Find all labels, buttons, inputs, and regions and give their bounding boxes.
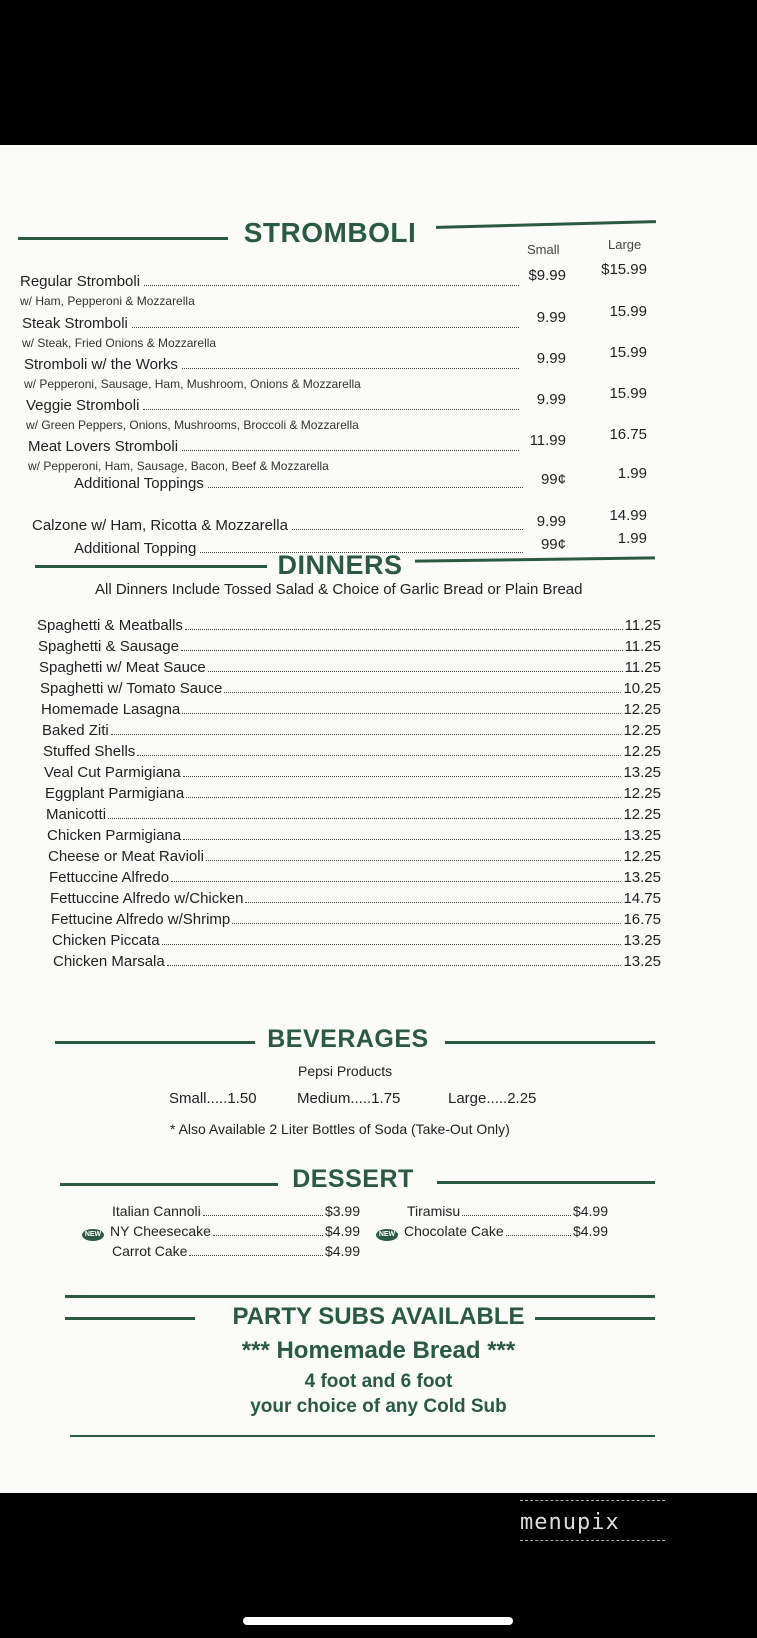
size-small-label: Small (527, 242, 560, 257)
stromboli-small-price: 9.99 (536, 309, 566, 326)
dinner-item (38, 638, 661, 655)
watermark-line-bottom (520, 1540, 665, 1541)
dinner-item-price: 10.25 (623, 680, 661, 697)
stromboli-extra-small-price: 9.99 (536, 513, 566, 530)
stromboli-extra-name: Calzone w/ Ham, Ricotta & Mozzarella (32, 517, 288, 534)
dessert-item-price: $4.99 (572, 1203, 608, 1219)
dinner-item-name: Eggplant Parmigiana (45, 785, 185, 802)
dinner-item-name: Fettuccine Alfredo (49, 869, 170, 886)
dinner-item-name: Spaghetti w/ Tomato Sauce (40, 680, 223, 697)
stromboli-item-desc: w/ Green Peppers, Onions, Mushrooms, Broccoli & Mozzarella (26, 418, 359, 432)
dinner-item-name: Chicken Piccata (52, 932, 160, 949)
dinner-item-price: 12.25 (623, 785, 661, 802)
stromboli-extra-row (74, 475, 529, 492)
stromboli-large-price: 15.99 (609, 344, 647, 361)
watermark-logo: menupix (520, 1510, 620, 1535)
dinners-rule-right (415, 556, 655, 562)
dinner-item (48, 848, 661, 865)
dinner-item-price: 11.25 (624, 617, 661, 634)
stromboli-extra-small-price: 99¢ (540, 536, 566, 553)
beverage-size-small: Small.....1.50 (169, 1090, 257, 1107)
dinner-item (45, 785, 661, 802)
dinner-item-name: Cheese or Meat Ravioli (48, 848, 204, 865)
stromboli-extra-small-price: 99¢ (540, 471, 566, 488)
dinner-item (40, 680, 661, 697)
watermark-line-top (520, 1500, 665, 1501)
dinners-rule-left (35, 565, 267, 568)
party-rule-bottom (70, 1435, 655, 1437)
dinner-item-price: 11.25 (624, 638, 661, 655)
dinner-item-name: Veal Cut Parmigiana (44, 764, 181, 781)
stromboli-item-name: Stromboli w/ the Works (24, 356, 178, 373)
dessert-item-price: $4.99 (324, 1243, 360, 1259)
dinner-item-name: Spaghetti & Meatballs (37, 617, 183, 634)
dinner-item-name: Spaghetti & Sausage (38, 638, 179, 655)
menu-page (0, 145, 757, 1493)
new-badge: NEW (376, 1229, 398, 1241)
dinner-item-name: Fettucine Alfredo w/Shrimp (51, 911, 231, 928)
stromboli-item-desc: w/ Pepperoni, Sausage, Ham, Mushroom, Onions & Mozzarella (24, 377, 361, 391)
dinners-subtitle: All Dinners Include Tossed Salad & Choice of Garlic Bread or Plain Bread (95, 581, 583, 598)
dessert-rule-right (437, 1181, 655, 1184)
stromboli-large-price: $15.99 (601, 261, 647, 278)
stromboli-item-desc: w/ Ham, Pepperoni & Mozzarella (20, 294, 195, 308)
stromboli-item-desc: w/ Pepperoni, Ham, Sausage, Bacon, Beef & Mozzarella (28, 459, 329, 473)
dinner-item-name: Chicken Parmigiana (47, 827, 182, 844)
party-size-line: 4 foot and 6 foot (304, 1371, 453, 1392)
stromboli-item-desc: w/ Steak, Fried Onions & Mozzarella (22, 336, 217, 350)
dessert-item (82, 1223, 360, 1241)
stromboli-extra-name: Additional Toppings (74, 475, 204, 492)
dinner-item-price: 13.25 (623, 953, 661, 970)
stromboli-small-price: $9.99 (528, 267, 566, 284)
stromboli-item-name: Meat Lovers Stromboli (28, 438, 179, 455)
dinner-item-price: 12.25 (623, 743, 661, 760)
dessert-item-price: $4.99 (324, 1223, 360, 1239)
home-indicator[interactable] (243, 1617, 513, 1625)
dinner-item (43, 743, 661, 760)
dessert-item-name: Tiramisu (407, 1203, 461, 1219)
dinner-item-price: 12.25 (623, 806, 661, 823)
beverages-subtitle: Pepsi Products (298, 1063, 393, 1079)
dinner-item-price: 12.25 (623, 848, 661, 865)
dessert-item (112, 1203, 360, 1219)
dinner-item (37, 617, 661, 634)
dinner-item-name: Homemade Lasagna (41, 701, 181, 718)
dinner-item (52, 932, 661, 949)
dessert-item-name: Carrot Cake (112, 1243, 188, 1259)
dinner-item-price: 14.75 (623, 890, 661, 907)
beverages-rule-right (445, 1041, 655, 1044)
stromboli-large-price: 15.99 (609, 303, 647, 320)
party-rule-top (65, 1295, 655, 1298)
stromboli-item (26, 397, 525, 414)
dinner-item (50, 890, 661, 907)
beverages-title: BEVERAGES (267, 1025, 429, 1053)
stromboli-item (20, 273, 525, 290)
beverages-note: * Also Available 2 Liter Bottles of Soda (Take-Out Only) (170, 1121, 510, 1137)
dessert-rule-left (60, 1183, 278, 1186)
dessert-item (407, 1203, 608, 1219)
stromboli-extra-large-price: 14.99 (609, 507, 647, 524)
dessert-title: DESSERT (292, 1165, 414, 1193)
stromboli-extra-name: Additional Topping (74, 540, 197, 557)
dessert-item-name: Chocolate Cake (404, 1223, 504, 1239)
new-badge: NEW (82, 1229, 104, 1241)
dinner-item (53, 953, 661, 970)
beverages-rule-left (55, 1041, 255, 1044)
stromboli-extra-large-price: 1.99 (617, 465, 647, 482)
dessert-item-price: $4.99 (572, 1223, 608, 1239)
party-bread-line: *** Homemade Bread *** (241, 1337, 516, 1364)
dinner-item (46, 806, 661, 823)
dinner-item (47, 827, 661, 844)
dinner-item (49, 869, 661, 886)
dinner-item-name: Stuffed Shells (43, 743, 136, 760)
dinner-item-price: 13.25 (623, 827, 661, 844)
beverage-size-large: Large.....2.25 (448, 1090, 537, 1107)
dinner-item-price: 13.25 (623, 932, 661, 949)
stromboli-rule-right (436, 220, 656, 229)
stromboli-small-price: 11.99 (529, 432, 566, 449)
party-title: PARTY SUBS AVAILABLE (232, 1303, 525, 1330)
stromboli-extra-large-price: 1.99 (617, 530, 647, 547)
dinner-item-name: Baked Ziti (42, 722, 109, 739)
size-large-label: Large (608, 237, 642, 252)
stromboli-item (22, 315, 525, 332)
stromboli-rule-left (18, 237, 228, 240)
dessert-item (112, 1243, 360, 1259)
dessert-item-name: NY Cheesecake (110, 1223, 211, 1239)
dinner-item-price: 13.25 (623, 869, 661, 886)
dinner-item (42, 722, 661, 739)
dinner-item-price: 16.75 (623, 911, 661, 928)
stromboli-item-name: Veggie Stromboli (26, 397, 140, 414)
stromboli-item (24, 356, 525, 373)
beverage-size-medium: Medium.....1.75 (297, 1090, 401, 1107)
stromboli-item-name: Steak Stromboli (22, 315, 128, 332)
dinner-item (44, 764, 661, 781)
dinner-item-price: 13.25 (623, 764, 661, 781)
dinner-item-name: Fettuccine Alfredo w/Chicken (50, 890, 244, 907)
dessert-item (376, 1223, 608, 1241)
dinner-item-price: 12.25 (623, 701, 661, 718)
stromboli-large-price: 15.99 (609, 385, 647, 402)
dinner-item-name: Spaghetti w/ Meat Sauce (39, 659, 206, 676)
dinner-item (39, 659, 661, 676)
dinner-item-name: Chicken Marsala (53, 953, 165, 970)
dinner-item (41, 701, 661, 718)
dinner-item-price: 12.25 (623, 722, 661, 739)
stromboli-title: STROMBOLI (243, 217, 417, 248)
dinners-title: DINNERS (277, 550, 403, 580)
dessert-item-name: Italian Cannoli (112, 1203, 201, 1219)
party-choice-line: your choice of any Cold Sub (250, 1396, 507, 1417)
dessert-item-price: $3.99 (324, 1203, 360, 1219)
dinner-item-name: Manicotti (46, 806, 107, 823)
stromboli-small-price: 9.99 (536, 391, 566, 408)
stromboli-extra-row (32, 517, 529, 534)
dinner-item-price: 11.25 (624, 659, 661, 676)
stromboli-item-name: Regular Stromboli (20, 273, 141, 290)
dinner-item (51, 911, 661, 928)
stromboli-small-price: 9.99 (536, 350, 566, 367)
stromboli-large-price: 16.75 (609, 426, 647, 443)
stromboli-item (28, 438, 525, 455)
